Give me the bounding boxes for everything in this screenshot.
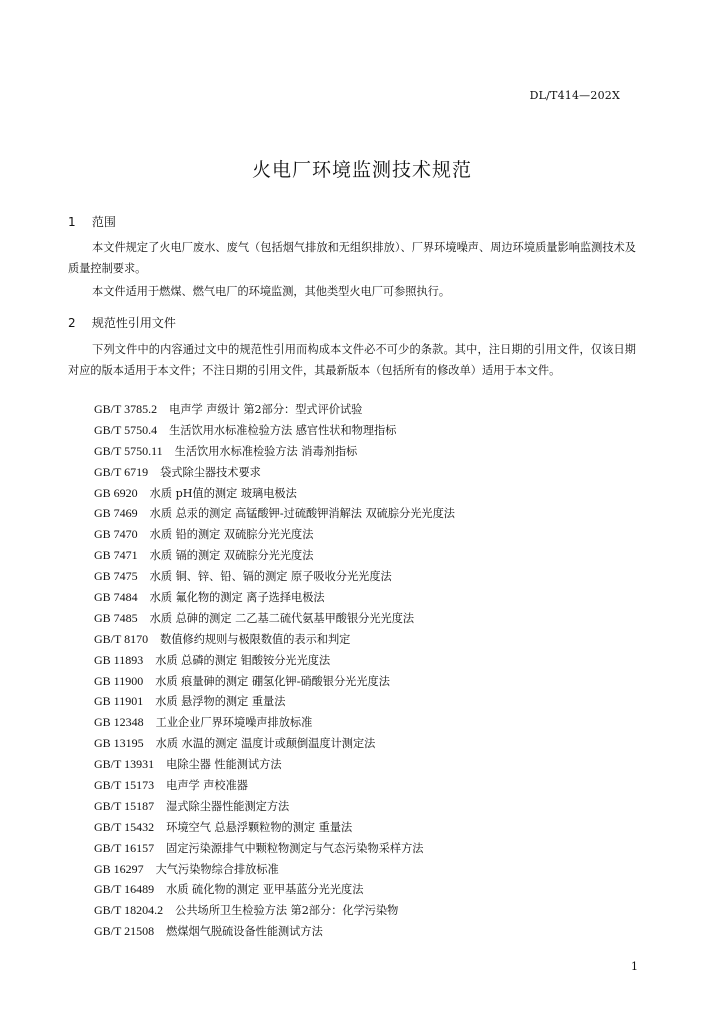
reference-title: 水质 悬浮物的测定 重量法 (155, 695, 286, 709)
reference-item (94, 754, 455, 775)
reference-title: 水质 镉的测定 双硫腙分光光度法 (149, 549, 314, 563)
reference-code: GB/T 16489 (94, 882, 155, 897)
reference-item (94, 608, 455, 629)
reference-item (94, 399, 455, 420)
document-title: 火电厂环境监测技术规范 (251, 159, 472, 181)
reference-title: 生活饮用水标准检验方法 消毒剂指标 (174, 444, 358, 458)
section-title: 规范性引用文件 (91, 316, 176, 330)
reference-code: GB/T 15173 (94, 778, 155, 793)
reference-item (94, 587, 455, 608)
section-title: 范围 (91, 215, 116, 229)
reference-title: 水质 pH值的测定 玻璃电极法 (149, 486, 297, 500)
reference-title: 燃煤烟气脱硫设备性能测试方法 (166, 925, 323, 939)
reference-title: 电声学 声校准器 (166, 779, 248, 793)
reference-item (94, 629, 455, 650)
reference-title: 工业企业厂界环境噪声排放标准 (155, 716, 313, 730)
reference-item (94, 691, 455, 712)
reference-title: 水质 总磷的测定 钼酸铵分光光度法 (155, 653, 331, 667)
reference-item (94, 838, 455, 859)
section-heading-scope (68, 213, 116, 230)
reference-title: 环境空气 总悬浮颗粒物的测定 重量法 (166, 820, 353, 834)
reference-code: GB/T 16157 (94, 840, 155, 855)
reference-code: GB 7469 (94, 506, 138, 521)
section-number: 2 (68, 316, 76, 330)
reference-code: GB 7475 (94, 569, 138, 584)
reference-code: GB 13195 (94, 736, 144, 751)
reference-code: GB/T 21508 (94, 924, 155, 939)
reference-item (94, 462, 455, 483)
scope-text-2: 本文件适用于燃煤、燃气电厂的环境监测，其他类型火电厂可参照执行。 (92, 285, 451, 298)
reference-title: 袋式除尘器技术要求 (160, 465, 261, 479)
reference-item (94, 879, 455, 900)
reference-item (94, 441, 455, 462)
reference-item (94, 483, 455, 504)
reference-item (94, 545, 455, 566)
reference-title: 公共场所卫生检验方法 第2部分：化学污染物 (175, 904, 399, 918)
reference-code: GB 7470 (94, 527, 138, 542)
reference-title: 电声学 声级计 第2部分：型式评价试验 (169, 403, 363, 416)
reference-item (94, 900, 455, 921)
reference-item (94, 503, 455, 524)
reference-item (94, 650, 455, 671)
reference-title: 水质 硫化物的测定 亚甲基蓝分光光度法 (166, 883, 364, 897)
normative-intro-text: 下列文件中的内容通过文中的规范性引用而构成本文件必不可少的条款。其中，注日期的引用文件，仅该日期对应的版本适用于本文件；不注日期的引用文件，其最新版本（包括所有的修改单）适用于本文件。 (68, 343, 636, 377)
reference-title: 水质 水温的测定 温度计或颠倒温度计测定法 (155, 737, 376, 751)
reference-code: GB/T 15432 (94, 819, 155, 834)
reference-code: GB 11893 (94, 652, 144, 667)
reference-title: 湿式除尘器性能测定方法 (166, 799, 290, 813)
reference-title: 数值修约规则与极限数值的表示和判定 (160, 632, 351, 646)
reference-item (94, 775, 455, 796)
reference-code: GB 16297 (94, 861, 144, 876)
reference-title: 水质 痕量砷的测定 硼氢化钾-硝酸银分光光度法 (155, 674, 390, 688)
reference-item (94, 796, 455, 817)
reference-title: 大气污染物综合排放标准 (155, 862, 279, 876)
reference-code: GB 11901 (94, 694, 144, 709)
reference-code: GB/T 15187 (94, 798, 155, 813)
reference-title: 水质 氟化物的测定 离子选择电极法 (149, 591, 325, 605)
reference-item (94, 733, 455, 754)
reference-code: GB/T 6719 (94, 464, 149, 479)
reference-title: 电除尘器 性能测试方法 (166, 758, 282, 772)
reference-code: GB/T 13931 (94, 757, 155, 772)
reference-code: GB 7484 (94, 590, 138, 605)
scope-paragraph-1 (68, 237, 636, 279)
reference-code: GB/T 3785.2 (94, 402, 158, 416)
page-number: 1 (631, 960, 638, 973)
reference-title: 水质 铅的测定 双硫腙分光光度法 (149, 528, 314, 542)
reference-title: 水质 总砷的测定 二乙基二硫代氨基甲酸银分光光度法 (149, 611, 415, 625)
document-code: DL/T414—202X (529, 89, 620, 102)
reference-item (94, 859, 455, 880)
section-heading-normative (68, 314, 176, 331)
reference-item (94, 420, 455, 441)
reference-item (94, 921, 455, 942)
scope-text-1: 本文件规定了火电厂废水、废气（包括烟气排放和无组织排放）、厂界环境噪声、周边环境质量影响监测技术及质量控制要求。 (68, 241, 636, 275)
reference-title: 水质 铜、锌、铅、镉的测定 原子吸收分光光度法 (149, 570, 392, 584)
normative-intro-paragraph (68, 339, 636, 381)
reference-code: GB/T 5750.4 (94, 422, 158, 437)
reference-code: GB 11900 (94, 673, 144, 688)
reference-code: GB 6920 (94, 485, 138, 500)
reference-title: 水质 总汞的测定 高锰酸钾-过硫酸钾消解法 双硫腙分光光度法 (149, 507, 455, 521)
scope-paragraph-2 (68, 281, 636, 302)
reference-item (94, 712, 455, 733)
reference-code: GB/T 8170 (94, 631, 149, 646)
section-number: 1 (68, 215, 76, 229)
reference-code: GB/T 18204.2 (94, 903, 164, 918)
reference-item (94, 817, 455, 838)
reference-code: GB 7485 (94, 610, 138, 625)
reference-code: GB 12348 (94, 715, 144, 730)
reference-code: GB/T 5750.11 (94, 443, 163, 458)
reference-item (94, 524, 455, 545)
reference-code: GB 7471 (94, 548, 138, 563)
reference-title: 固定污染源排气中颗粒物测定与气态污染物采样方法 (166, 841, 424, 855)
reference-list (94, 399, 455, 942)
reference-title: 生活饮用水标准检验方法 感官性状和物理指标 (169, 423, 397, 437)
reference-item (94, 566, 455, 587)
reference-item (94, 671, 455, 692)
